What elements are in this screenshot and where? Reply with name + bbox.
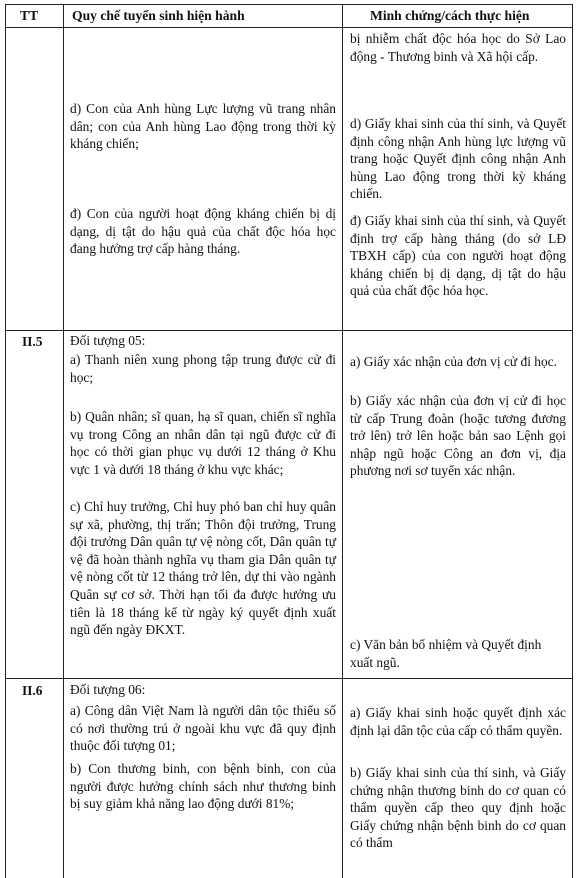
row-tt: II.6: [22, 683, 43, 698]
regulation-item: b) Con thương binh, con bệnh binh, con của người được hưởng chính sách như thương binh bị suy giảm khả năng lao động dưới 81%;: [70, 761, 336, 812]
evidence-item: a) Giấy xác nhận của đơn vị cử đi học.: [350, 354, 557, 369]
evidence-item: a) Giấy khai sinh hoặc quyết định xác định lại dân tộc của cấp có thẩm quyền.: [350, 705, 566, 738]
regulation-item: Đối tượng 06:: [70, 682, 146, 697]
evidence-item: c) Văn bản bổ nhiệm và Quyết định xuất ngũ.: [350, 637, 542, 670]
table-border-left: [5, 4, 6, 878]
header-divider: [5, 27, 573, 28]
table-border-col1: [63, 4, 64, 878]
header-tt: TT: [20, 8, 39, 23]
regulation-item: đ) Con của người hoạt động kháng chiến bị dị dạng, dị tật do hậu quả của chất độc hóa học đang hưởng trợ cấp hàng tháng.: [70, 206, 336, 257]
evidence-item: d) Giấy khai sinh của thí sinh, và Quyết định công nhận Anh hùng lực lượng vũ trang hoặc Quyết định công nhận Anh hùng Lao động trong thời kỳ kháng chiến.: [350, 116, 566, 202]
evidence-item: b) Giấy xác nhận của đơn vị cử đi học từ cấp Trung đoàn (hoặc tương đương trở lên) trở lên hoặc bản sao Lệnh gọi nhập ngũ hoặc Công an đơn vị, địa phương nơi sơ tuyển xác nhận.: [350, 393, 566, 479]
regulation-item: c) Chỉ huy trưởng, Chỉ huy phó ban chỉ huy quân sự xã, phường, thị trấn; Thôn đội trưởng, Trung đội trưởng Dân quân tự vệ nòng cốt, Dân quân tự vệ đã hoàn thành nghĩa vụ tham gia Dân quân tự vệ nòng cốt từ 12 tháng trở lên, dự thi vào ngành Quân sự cơ sở. Thời hạn tối đa được hưởng ưu tiên là 18 tháng kể từ ngày ký quyết định xuất ngũ đến ngày ĐKXT.: [70, 499, 336, 638]
header-evidence: Minh chứng/cách thực hiện: [370, 8, 530, 23]
table-border-col2: [342, 4, 343, 878]
row-divider: [5, 678, 573, 679]
table-border-top: [5, 4, 573, 5]
row-divider: [5, 330, 573, 331]
table-border-right: [572, 4, 573, 878]
regulation-item: a) Công dân Việt Nam là người dân tộc thiểu số có nơi thường trú ở ngoài khu vực đã quy định thuộc đối tượng 01;: [70, 703, 336, 754]
row-tt: II.5: [22, 334, 43, 349]
evidence-item: b) Giấy khai sinh của thí sinh, và Giấy chứng nhận thương binh do cơ quan có thẩm quyền cấp theo quy định hoặc Giấy chứng nhận bệnh binh do cơ quan có thẩm: [350, 765, 566, 851]
regulation-item: Đối tượng 05:: [70, 333, 146, 348]
regulation-item: d) Con của Anh hùng Lực lượng vũ trang nhân dân; con của Anh hùng Lao động trong thời kỳ kháng chiến;: [70, 101, 336, 152]
regulation-item: b) Quân nhân; sĩ quan, hạ sĩ quan, chiến sĩ nghĩa vụ trong Công an nhân dân tại ngũ được cử đi học có thời gian phục vụ dưới 12 tháng ở Khu vực 1 và dưới 18 tháng ở khu vực khác;: [70, 409, 336, 477]
evidence-item: bị nhiễm chất độc hóa học do Sở Lao động - Thương binh và Xã hội cấp.: [350, 31, 566, 64]
header-regulation: Quy chế tuyển sinh hiện hành: [72, 8, 245, 23]
evidence-item: đ) Giấy khai sinh của thí sinh, và Quyết định trợ cấp hàng tháng (do sở LĐ TBXH cấp) của con người hoạt động kháng chiến bị dị dạng, dị tật do hậu quả của chất độc hóa học.: [350, 213, 566, 299]
regulation-item: a) Thanh niên xung phong tập trung được cử đi học;: [70, 352, 336, 385]
